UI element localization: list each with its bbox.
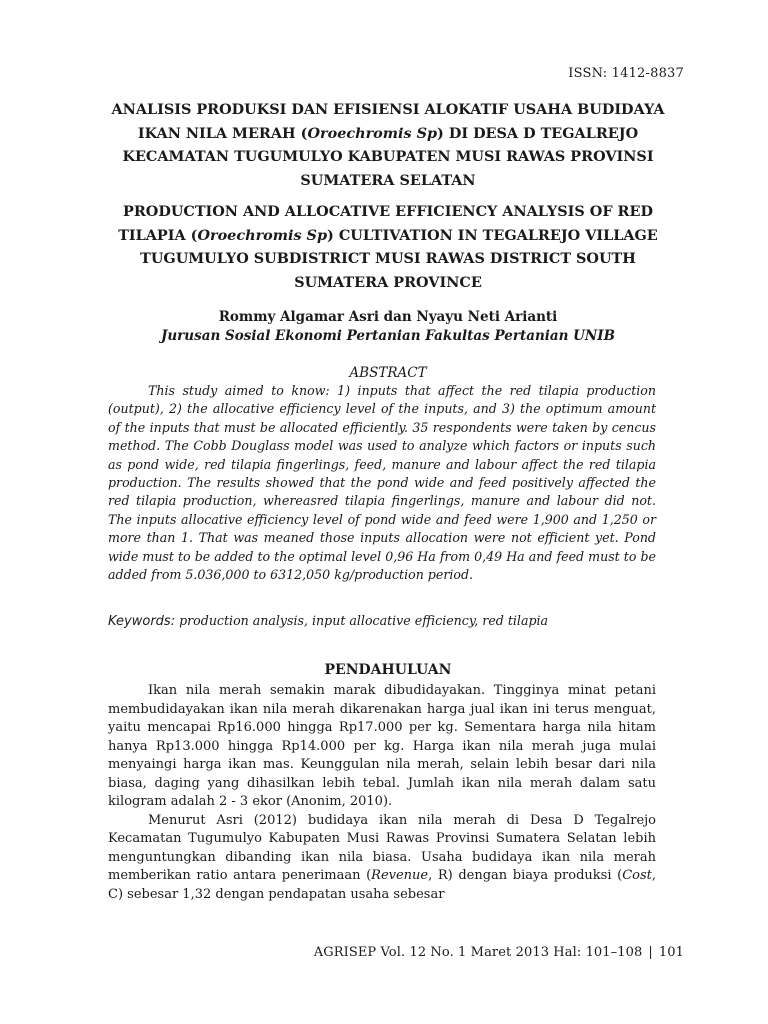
keywords-text: production analysis, input allocative efficiency, red tilapia: [175, 613, 549, 628]
paragraph-2-b: , R) dengan biaya produksi (: [428, 868, 623, 883]
keywords: [108, 612, 668, 631]
abstract-text: This study aimed to know: 1) inputs that affect the red tilapia production (output), 2) the allocative efficiency level of the inputs, and 3) the optimum amount of the inputs that must be allocated efficiently. 35 respondents were taken by cencus method. The Cobb Douglass model was used to analyze which factors or inputs such as pond wide, red tilapia fingerlings, feed, manure and labour affect the red tilapia production. The results showed that the pond wide and feed positively affected the red tilapia production, whereasred tilapia fingerlings, manure and labour did not. The inputs allocative efficiency level of pond wide and feed were 1,900 and 1,250 or more than 1. That was meaned those inputs allocation were not efficient yet. Pond wide must to be added to the optimal level 0,96 Ha from 0,49 Ha and feed must to be added from 5.036,000 to 6312,050 kg/production period.: [108, 383, 656, 583]
page-number: 101: [658, 945, 684, 960]
title-id-part1: ANALISIS PRODUKSI DAN EFISIENSI ALOKATIF USAHA BUDIDAYA IKAN NILA MERAH (: [111, 101, 665, 142]
journal-citation: AGRISEP Vol. 12 No. 1 Maret 2013 Hal: 101–108: [313, 945, 643, 960]
page-footer: [314, 945, 684, 960]
title-en-species: Oroechromis Sp: [197, 226, 328, 244]
title-id-part2: ) DI DESA D TEGALREJO KECAMATAN TUGUMULYO KABUPATEN MUSI RAWAS PROVINSI SUMATERA SELATAN: [122, 124, 654, 189]
affiliation: Jurusan Sosial Ekonomi Pertanian Fakultas Pertanian UNIB: [160, 328, 615, 344]
abstract-heading: ABSTRACT: [349, 365, 427, 381]
title-en-part1: PRODUCTION AND ALLOCATIVE EFFICIENCY ANALYSIS OF RED TILAPIA (: [118, 203, 653, 244]
revenue-term: Revenue: [371, 868, 429, 883]
title-english: [108, 200, 668, 294]
title-en-part2: ) CULTIVATION IN TEGALREJO VILLAGE TUGUMULYO SUBDISTRICT MUSI RAWAS DISTRICT SOUTH SUMATERA PROVINCE: [140, 226, 658, 291]
keywords-label: Keywords:: [108, 614, 176, 629]
section-heading: PENDAHULUAN: [324, 662, 452, 678]
cost-term: Cost: [622, 868, 652, 883]
footer-separator: |: [648, 945, 653, 960]
paragraph-2-a: Menurut Asri (2012) budidaya ikan nila merah di Desa D Tegalrejo Kecamatan Tugumulyo Kabupaten Musi Rawas Provinsi Sumatera Selatan lebih menguntungkan dibanding ikan nila biasa. Usaha budidaya ikan nila merah memberikan ratio antara penerimaan (: [108, 812, 656, 883]
title-id-species: Oroechromis Sp: [307, 124, 438, 142]
body-text: [108, 682, 656, 904]
issn-number: ISSN: 1412-8837: [568, 66, 684, 81]
authors: Rommy Algamar Asri dan Nyayu Neti Arianti: [218, 309, 558, 325]
title-indonesian: [108, 98, 668, 192]
paragraph-2-c: , C) sebesar 1,32 dengan pendapatan usaha sebesar: [108, 868, 656, 902]
paragraph-2: [108, 812, 656, 905]
paragraph-1: Ikan nila merah semakin marak dibudidayakan. Tingginya minat petani membudidayakan ikan nila merah dikarenakan harga jual ikan ini terus menguat, yaitu mencapai Rp16.000 hingga Rp17.000 per kg. Sementara harga nila hitam hanya Rp13.000 hingga Rp14.000 per kg. Harga ikan nila merah juga mulai menyaingi harga ikan mas. Keunggulan nila merah, selain lebih besar dari nila biasa, daging yang dihasilkan lebih tebal. Jumlah ikan nila merah dalam satu kilogram adalah 2 - 3 ekor (Anonim, 2010).: [108, 683, 656, 809]
